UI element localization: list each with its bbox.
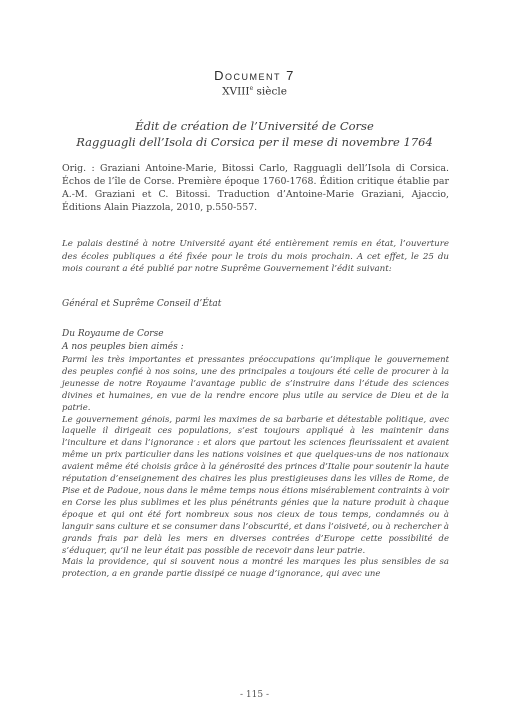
source-reference: Orig. : Graziani Antoine-Marie, Bitossi Carlo, Ragguagli dell’Isola di Corsica. Échos de l’île de Corse. Première époque 1760-1768. Édition critique établie par A.-M. Graziani et C. Bitossi. Traduction d’Antoine-Marie Graziani, Ajaccio, Éditions Alain Piazzola, 2010, p.550-557. bbox=[62, 163, 449, 213]
page-number: - 115 - bbox=[240, 690, 269, 700]
title-line-2: Ragguagli dell’Isola di Corsica per il mese di novembre 1764 bbox=[76, 135, 433, 149]
title-line-1: Édit de création de l’Université de Corse bbox=[135, 119, 374, 133]
edict-body bbox=[62, 355, 449, 581]
century-numeral: XVIII bbox=[222, 85, 250, 98]
document-heading bbox=[0, 68, 509, 98]
body-paragraph: Parmi les très importantes et pressantes préoccupations qu’implique le gouvernement des peuples confié à nos soins, une des principales a toujours été celle de procurer à la jeunesse de notre Royaume l’avantage public de s’instruire dans l’étude des sciences divines et humaines, en vue de la rendre encore plus utile au service de Dieu et de la patrie. bbox=[62, 355, 449, 413]
century-superscript: e bbox=[249, 85, 254, 92]
century-line bbox=[0, 85, 509, 98]
document-label: Document 7 bbox=[214, 68, 295, 83]
body-paragraph: Mais la providence, qui si souvent nous a montré les marques les plus sensibles de sa protection, a en grande partie dissipé ce nuage d’ignorance, qui avec une bbox=[62, 557, 449, 580]
intro-paragraph: Le palais destiné à notre Université ayant été entièrement remis en état, l’ouverture des écoles publiques a été fixée pour le trois du mois prochain. A cet effet, le 25 du mois courant a été publié par notre Suprême Gouvernement l’édit suivant: bbox=[62, 239, 449, 274]
kingdom-line: Du Royaume de Corse bbox=[62, 329, 164, 339]
body-paragraph: Le gouvernement génois, parmi les maximes de sa barbarie et détestable politique, avec laquelle il dirigeait ces populations, s’est toujours appliqué à les maintenir dans l’inculture et dans l’ignorance : et alors que partout les sciences fleurissaient et avaient même un prix particulier dans les nations voisines et que quelques-uns de nos nationaux avaient même été choisis grâce à la générosité des princes d’Italie pour soutenir la haute réputation d’enseignement des chaires les plus prestigieuses dans les villes de Rome, de Pise et de Padoue, nous dans le même temps nous étions misérablement contraints à voir en Corse les plus sublimes et les plus pénétrants génies que la nature produit à chaque époque et qui ont été fort nombreux sous nos cieux de tous temps, condamnés ou à languir sans culture et se consumer dans l’obscurité, et dans l’oisiveté, ou à rechercher à grands frais par delà les mers en diverses contrées d’Europe cette possibilité de s’éduquer, qu’il ne leur était pas possible de recevoir dans leur patrie. bbox=[62, 414, 449, 556]
council-line: Général et Suprême Conseil d’État bbox=[62, 299, 222, 309]
century-word: siècle bbox=[253, 85, 287, 98]
address-line: A nos peuples bien aimés : bbox=[62, 342, 184, 352]
document-title bbox=[60, 118, 449, 150]
